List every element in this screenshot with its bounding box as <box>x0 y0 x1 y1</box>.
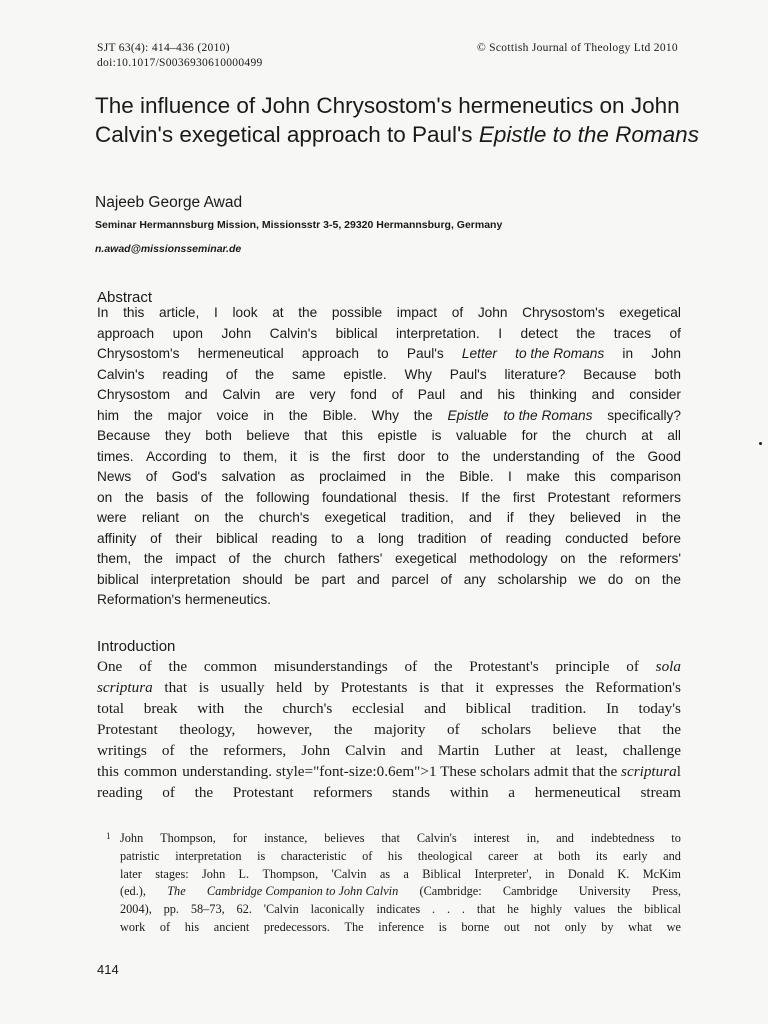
abstract-line: times. According to them, it is the first door to the understanding of the Good <box>97 448 681 464</box>
abstract-line: biblical interpretation should be part and parcel of any scholarship we do on the <box>97 571 681 587</box>
doi: doi:10.1017/S0036930610000499 <box>97 57 263 69</box>
abstract-line: Because they both believe that this epistle is valuable for the church at all <box>97 428 681 443</box>
author-email[interactable]: n.awad@missionsseminar.de <box>95 243 242 255</box>
footnote-marker: 1 <box>106 831 111 841</box>
journal-reference: SJT 63(4): 414–436 (2010) <box>97 42 230 54</box>
introduction-line: One of the common misunderstandings of the Protestant's principle of sola <box>97 658 681 675</box>
title-main: The influence of John Chrysostom's hermeneutics on John Calvin's exegetical approach to Paul's <box>95 93 680 147</box>
footnote-line: John Thompson, for instance, believes that Calvin's interest in, and indebtedness to <box>120 831 681 845</box>
page-number: 414 <box>97 962 119 977</box>
abstract-line: Reformation's hermeneutics. <box>97 592 271 607</box>
abstract-line: him the major voice in the Bible. Why the Epistle to the Romans specifically? <box>97 407 681 423</box>
footnote-line: later stages: John L. Thompson, 'Calvin as a Biblical Interpreter', in Donald K. McKim <box>120 866 681 881</box>
abstract-line: Chrysostom's hermeneutical approach to Paul's Letter to the Romans in John <box>97 346 681 361</box>
title-italic: Epistle to the Romans <box>478 121 699 147</box>
abstract-line: Chrysostom and Calvin are very fond of Paul and his thinking and consider <box>97 387 681 402</box>
abstract-line: them, the impact of the church fathers' exegetical methodology on the reformers' <box>97 551 681 566</box>
scan-speck <box>759 442 762 445</box>
footnote-line: patristic interpretation is characteristic of his theological career at both its early and <box>120 848 681 863</box>
abstract-line: approach upon John Calvin's biblical interpretation. I detect the traces of <box>97 325 681 341</box>
abstract-line: on the basis of the following foundational thesis. If the first Protestant reformers <box>97 489 681 505</box>
footnote-line: 2004), pp. 58–73, 62. 'Calvin laconically indicates . . . that he highly values the biblical <box>120 902 681 917</box>
article-title <box>95 92 715 149</box>
abstract-line: were reliant on the church's exegetical tradition, and if they believed in the <box>97 510 681 525</box>
introduction-line: total break with the church's ecclesial and biblical tradition. In today's <box>97 700 681 717</box>
introduction-heading: Introduction <box>97 638 176 655</box>
abstract-line: News of God's salvation as proclaimed in the Bible. I make this comparison <box>97 469 681 484</box>
abstract-line: Calvin's reading of the same epistle. Why Paul's literature? Because both <box>97 366 681 382</box>
abstract-line: affinity of their biblical reading to a long tradition of reading conducted before <box>97 530 681 546</box>
abstract-heading: Abstract <box>97 289 153 306</box>
abstract-line: In this article, I look at the possible impact of John Chrysostom's exegetical <box>97 305 681 320</box>
introduction-line: Protestant theology, however, the majority of scholars believe that the <box>97 721 681 738</box>
introduction-line: this common understanding. style="font-size:0.6em">1 These scholars admit that the scriptural <box>97 763 681 780</box>
introduction-line: writings of the reformers, John Calvin and Martin Luther at least, challenge <box>97 742 681 759</box>
copyright-notice: © Scottish Journal of Theology Ltd 2010 <box>476 42 678 54</box>
introduction-line: scriptura that is usually held by Protestants is that it expresses the Reformation's <box>97 679 681 696</box>
introduction-line: reading of the Protestant reformers stands within a hermeneutical stream <box>97 784 681 801</box>
footnote-line: work of his ancient predecessors. The inference is borne out not only by what we <box>120 920 681 934</box>
author-affiliation: Seminar Hermannsburg Mission, Missionsstr 3-5, 29320 Hermannsburg, Germany <box>95 219 503 231</box>
author-name: Najeeb George Awad <box>95 194 243 211</box>
footnote-line: (ed.), The Cambridge Companion to John Calvin (Cambridge: Cambridge University Press, <box>120 884 681 899</box>
